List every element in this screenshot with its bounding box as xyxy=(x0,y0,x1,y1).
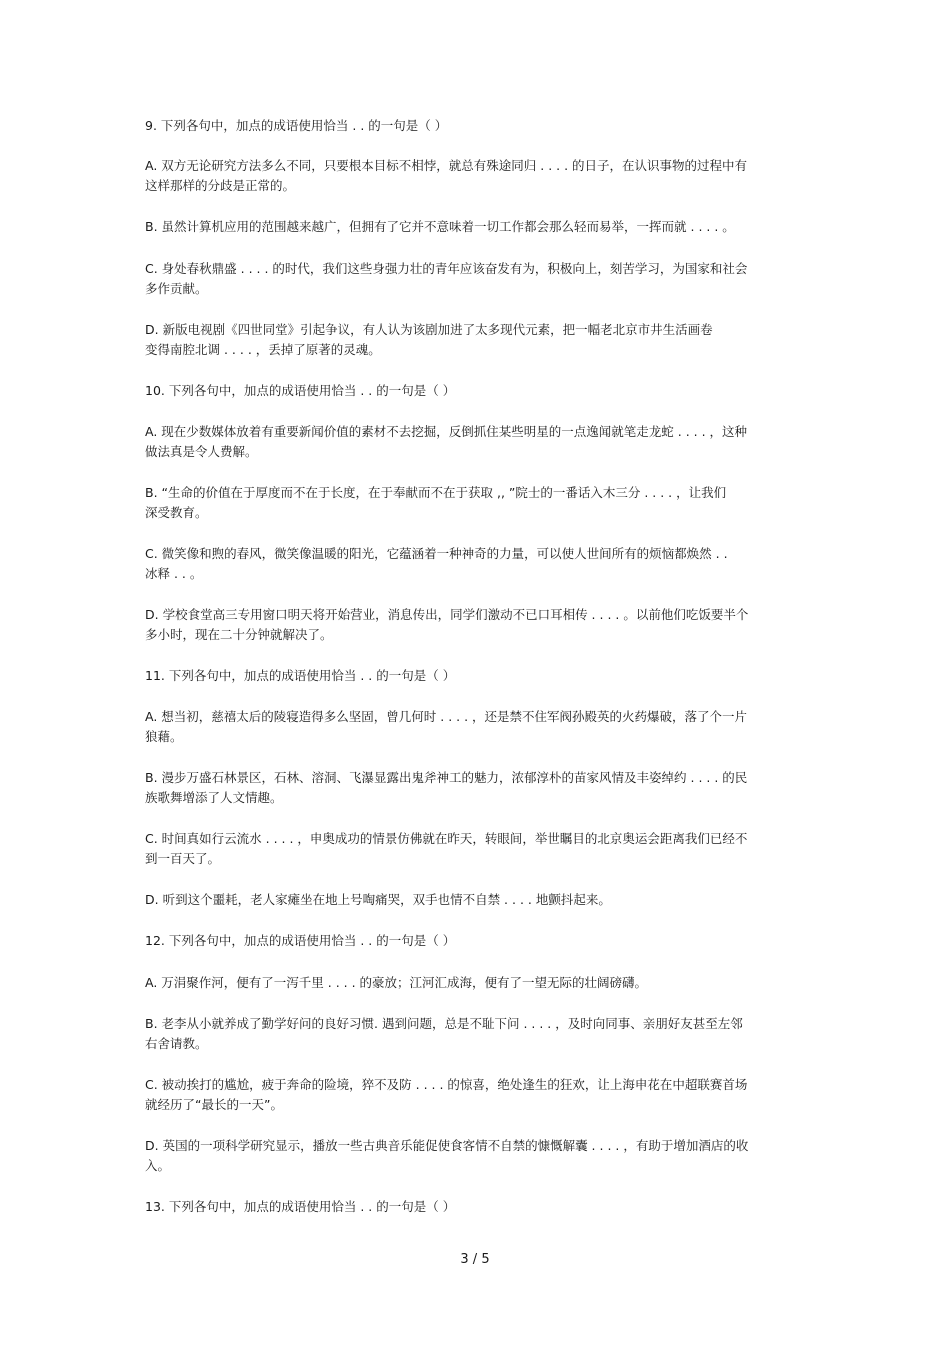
question-11-option-b-line-1: B. 漫步万盛石林景区，石林、溶洞、飞瀑显露出鬼斧神工的魅力，浓郁淳朴的苗家风情及丰姿绰约 . . . . 的民 xyxy=(145,770,748,785)
question-10-option-a-line-2: 做法真是令人费解。 xyxy=(145,444,258,459)
question-12-option-d-line-2: 入。 xyxy=(145,1158,171,1173)
question-10-stem: 10. 下列各句中，加点的成语使用恰当 . . 的一句是（ ） xyxy=(145,383,456,398)
question-9-option-a-line-1: A. 双方无论研究方法多么不同，只要根本目标不相悖，就总有殊途同归 . . . . 的日子，在认识事物的过程中有 xyxy=(145,158,748,173)
question-11-option-a-line-1: A. 想当初，慈禧太后的陵寝造得多么坚固，曾几何时 . . . . ，还是禁不住军阀孙殿英的火药爆破，落了个一片 xyxy=(145,709,748,724)
question-12-option-c-line-1: C. 被动挨打的尴尬，疲于奔命的险境，猝不及防 . . . . 的惊喜，绝处逢生的狂欢，让上海申花在中超联赛首场 xyxy=(145,1077,748,1092)
question-9-option-c-line-2: 多作贡献。 xyxy=(145,281,208,296)
question-11-option-d: D. 听到这个噩耗，老人家瘫坐在地上号啕痛哭，双手也情不自禁 . . . . 地颤抖起来。 xyxy=(145,892,611,907)
question-11-stem: 11. 下列各句中，加点的成语使用恰当 . . 的一句是（ ） xyxy=(145,668,456,683)
question-9-option-b: B. 虽然计算机应用的范围越来越广，但拥有了它并不意味着一切工作都会那么轻而易举，一挥而就 . . . . 。 xyxy=(145,219,735,234)
question-9-option-d-line-2: 变得南腔北调 . . . . ，丢掉了原著的灵魂。 xyxy=(145,342,381,357)
question-10-option-d-line-2: 多小时，现在二十分钟就解决了。 xyxy=(145,627,333,642)
question-13-stem: 13. 下列各句中，加点的成语使用恰当 . . 的一句是（ ） xyxy=(145,1199,456,1214)
question-9-option-c-line-1: C. 身处春秋鼎盛 . . . . 的时代，我们这些身强力壮的青年应该奋发有为，积极向上，刻苦学习，为国家和社会 xyxy=(145,261,748,276)
question-9-option-d-line-1: D. 新版电视剧《四世同堂》引起争议，有人认为该剧加进了太多现代元素，把一幅老北京市井生活画卷 xyxy=(145,322,713,337)
question-12-option-a: A. 万涓聚作河，便有了一泻千里 . . . . 的豪放；江河汇成海，便有了一望无际的壮阔磅礴。 xyxy=(145,975,648,990)
question-10-option-b-line-2: 深受教育。 xyxy=(145,505,208,520)
question-10-option-d-line-1: D. 学校食堂高三专用窗口明天将开始营业，消息传出，同学们激动不已口耳相传 . . . . 。以前他们吃饭要半个 xyxy=(145,607,749,622)
question-12-stem: 12. 下列各句中，加点的成语使用恰当 . . 的一句是（ ） xyxy=(145,933,456,948)
question-12-option-b-line-2: 右舍请教。 xyxy=(145,1036,208,1051)
question-10-option-a-line-1: A. 现在少数媒体放着有重要新闻价值的素材不去挖掘，反倒抓住某些明星的一点逸闻就笔走龙蛇 . . . . ，这种 xyxy=(145,424,748,439)
question-10-option-c-line-2: 冰释 . . 。 xyxy=(145,566,203,581)
question-12-option-c-line-2: 就经历了“最长的一天”。 xyxy=(145,1097,283,1112)
question-11-option-c-line-1: C. 时间真如行云流水 . . . . ，申奥成功的情景仿佛就在昨天，转眼间，举世瞩目的北京奥运会距离我们已经不 xyxy=(145,831,748,846)
page-number: 3 / 5 xyxy=(460,1252,490,1267)
question-10-option-c-line-1: C. 微笑像和煦的春风，微笑像温暖的阳光，它蕴涵着一种神奇的力量，可以使人世间所有的烦恼都焕然 . . xyxy=(145,546,728,561)
question-12-option-b-line-1: B. 老李从小就养成了勤学好问的良好习惯. 遇到问题，总是不耻下问 . . . . ，及时向同事、亲朋好友甚至左邻 xyxy=(145,1016,743,1031)
question-9-option-a-line-2: 这样那样的分歧是正常的。 xyxy=(145,178,296,193)
question-11-option-a-line-2: 狼藉。 xyxy=(145,729,183,744)
question-10-option-b-line-1: B. “生命的价值在于厚度而不在于长度，在于奉献而不在于获取 ,, ”院士的一番话入木三分 . . . . ，让我们 xyxy=(145,485,727,500)
question-11-option-c-line-2: 到一百天了。 xyxy=(145,851,221,866)
question-11-option-b-line-2: 族歌舞增添了人文情趣。 xyxy=(145,790,283,805)
question-9-stem: 9. 下列各句中，加点的成语使用恰当 . . 的一句是（ ） xyxy=(145,118,448,133)
question-12-option-d-line-1: D. 英国的一项科学研究显示，播放一些古典音乐能促使食客情不自禁的慷慨解囊 . . . . ，有助于增加酒店的收 xyxy=(145,1138,749,1153)
